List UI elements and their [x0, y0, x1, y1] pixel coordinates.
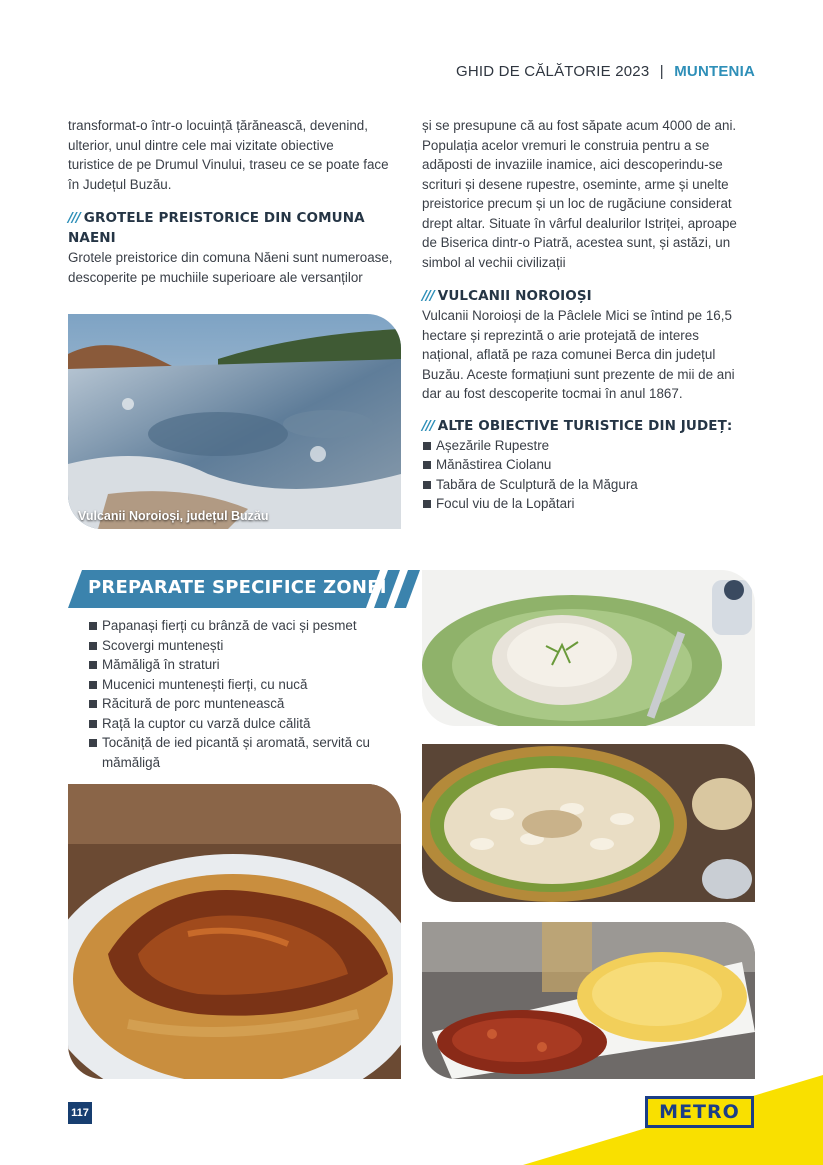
goat-stew-image [422, 922, 755, 1079]
dishes-banner [68, 570, 422, 608]
caves-cont-line: adăposti de invaziile inamice, aici descoperindu-se [422, 157, 723, 172]
list-item: Mănăstirea Ciolanu [422, 455, 758, 475]
slashes-icon: /// [422, 417, 434, 434]
volcano-text-line: național, aflată pe raza comunei Berca din județul [422, 347, 716, 362]
roast-duck-image [68, 784, 401, 1079]
metro-logo: METRO [645, 1096, 754, 1128]
caves-heading [68, 208, 408, 248]
caves-cont-line: de Biserica dintr-o Piatră, acestea sunt, și astăzi, un [422, 235, 731, 250]
mucenici-image [422, 744, 755, 902]
caves-cont-line: simbol al vechii civilizații [422, 254, 566, 270]
dishes-column [88, 616, 408, 772]
intro-line: în Județul Buzău. [68, 176, 172, 192]
list-item: Răcitură de porc muntenească [88, 694, 408, 714]
pork-jelly-image [422, 570, 755, 726]
list-item: Papanași fierți cu brânză de vaci și pesmet [88, 616, 408, 636]
volcano-heading [422, 286, 758, 306]
other-sights-heading-text: ALTE OBIECTIVE TURISTICE DIN JUDEȚ: [437, 417, 733, 434]
caves-heading-line1: GROTELE PREISTORICE DIN COMUNA [83, 210, 365, 226]
list-item: Focul viu de la Lopătari [422, 494, 758, 514]
intro-line: ulterior, unul dintre cele mai vizitate obiective [68, 137, 334, 153]
caves-cont-line: scrituri și desene rupestre, oseminte, arme și unelte [422, 176, 729, 192]
list-item-continued: mămăligă [102, 754, 161, 770]
list-item: Scovergi muntenești [88, 636, 408, 656]
mud-volcano-image [68, 314, 401, 529]
list-item: Tabăra de Sculptură de la Măgura [422, 475, 758, 495]
list-item: Rață la cuptor cu varză dulce călită [88, 714, 408, 734]
intro-line: turistice de pe Drumul Vinului, traseu ce se poate face [68, 157, 389, 172]
header-separator: | [659, 63, 664, 80]
volcano-text-line: Buzău. Aceste formațiuni sunt prezente de mii de ani [422, 366, 735, 382]
list-item: Mucenici muntenești fierți, cu nucă [88, 675, 408, 695]
slashes-icon: /// [422, 288, 434, 304]
volcano-text-line: Vulcanii Noroioși de la Pâclele Mici se întind pe 16,5 [422, 308, 732, 323]
caves-text-line: descoperite pe muchiile superioare ale versanților [68, 269, 363, 285]
guide-title: GHID DE CĂLĂTORIE 2023 [456, 63, 650, 80]
right-column [422, 116, 758, 514]
volcano-text-line: hectare și reprezintă o arie protejată de interes [422, 327, 699, 343]
caves-cont-line: și se presupune că au fost săpate acum 4000 de ani. [422, 118, 737, 133]
region-name: MUNTENIA [674, 63, 755, 80]
other-sights-list [422, 436, 758, 514]
dishes-list [88, 616, 408, 772]
caves-cont-line: Populația acelor vremuri le construia pentru a se [422, 137, 710, 153]
page-header [456, 63, 755, 80]
volcano-heading-text: VULCANII NOROIOȘI [437, 288, 592, 304]
caves-cont-line: preistorice precum și un loc de rugăciune considerat [422, 196, 732, 211]
page-number: 117 [68, 1102, 92, 1124]
volcano-text-line: dar au fost descoperite tocmai în anul 1867. [422, 386, 683, 401]
dishes-title: PREPARATE SPECIFICE ZONEI [88, 577, 387, 598]
caves-cont-line: drept altar. Situate în vârful dealurilor Istriței, aproape [422, 215, 737, 231]
list-item: Mămăligă în straturi [88, 655, 408, 675]
caves-text-line: Grotele preistorice din comuna Năeni sunt numeroase, [68, 250, 393, 265]
roast-duck-photo [68, 784, 401, 1079]
list-item: Tocăniță de ied picantă și aromată, servită cu [88, 733, 408, 753]
pork-jelly-photo [422, 570, 755, 726]
intro-line: transformat-o într-o locuință țărănească, devenind, [68, 118, 368, 133]
goat-stew-photo [422, 922, 755, 1079]
left-column [68, 116, 408, 287]
mud-volcano-photo [68, 314, 401, 529]
caves-heading-line2: NAENI [68, 230, 116, 246]
mucenici-photo [422, 744, 755, 902]
slashes-icon: /// [68, 210, 80, 226]
other-sights-heading [422, 416, 758, 436]
list-item: Așezările Rupestre [422, 436, 758, 456]
photo-caption: Vulcanii Noroioși, județul Buzău [78, 509, 269, 523]
